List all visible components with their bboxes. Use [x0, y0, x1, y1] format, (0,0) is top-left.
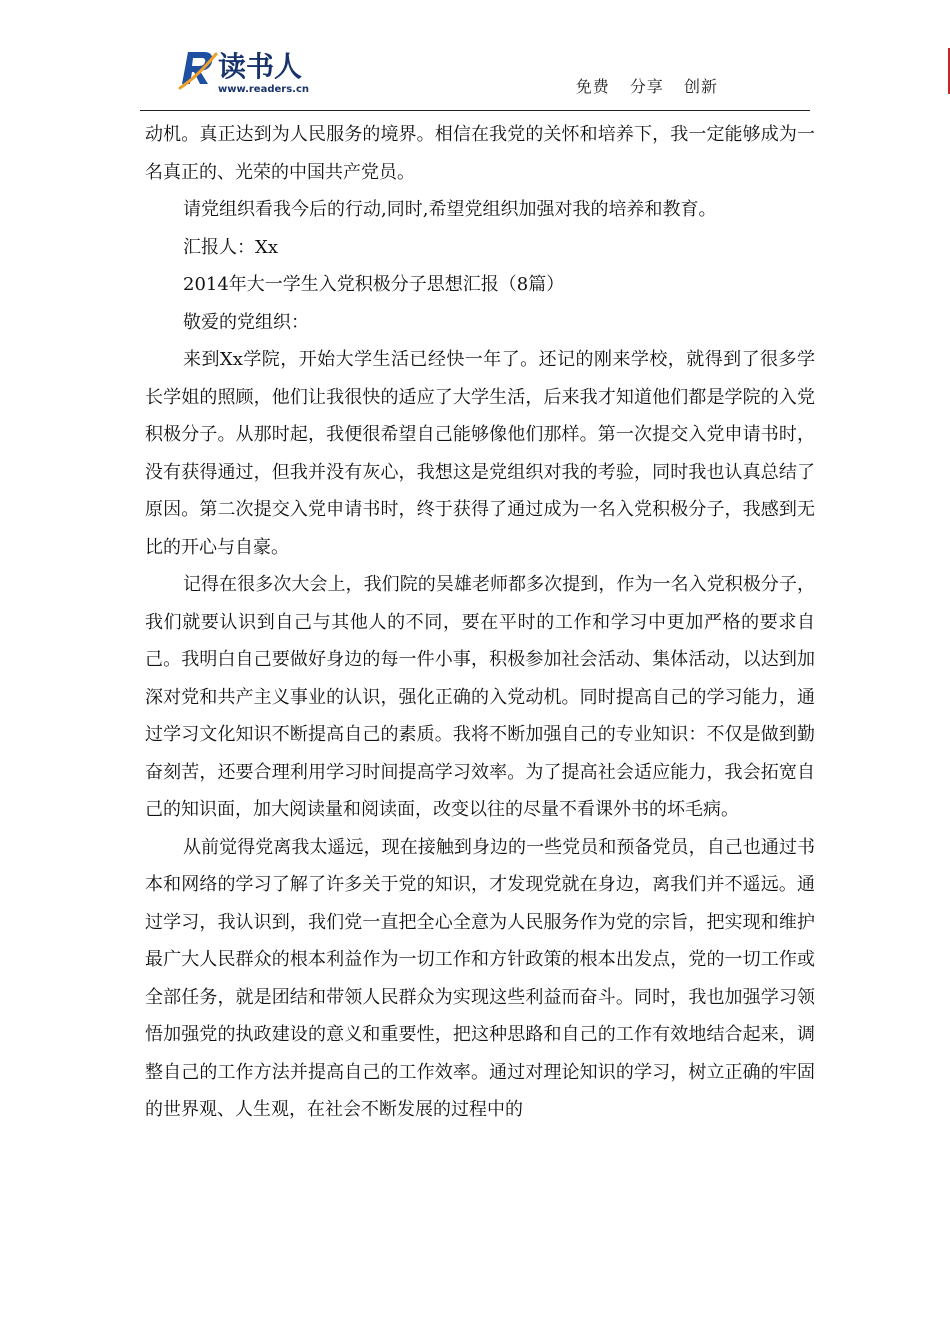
logo-mark-icon	[180, 52, 216, 88]
paragraph-6: 来到Xx学院，开始大学生活已经快一年了。还记的刚来学校，就得到了很多学长学姐的照顾，他们让我很快的适应了大学生活，后来我才知道他们都是学院的入党积极分子。从那时起，我便很希望自己能够像他们那样。第一次提交入党申请书时，没有获得通过，但我并没有灰心，我想这是党组织对我的考验，同时我也认真总结了原因。第二次提交入党申请书时，终于获得了通过成为一名入党积极分子，我感到无比的开心与自豪。	[145, 349, 815, 558]
readers-logo	[178, 44, 318, 96]
salutation: 敬爱的党组织：	[183, 311, 309, 333]
header-link-free[interactable]: 免费	[575, 77, 610, 96]
article-title: 2014年大一学生入党积极分子思想汇报（8篇）	[183, 274, 565, 295]
header-link-share[interactable]: 分享	[629, 77, 664, 96]
page-header	[140, 40, 810, 111]
logo-title: 读书人	[218, 50, 303, 83]
paragraph-8: 从前觉得党离我太遥远，现在接触到身边的一些党员和预备党员，自己也通过书本和网络的学习了解了许多关于党的知识，才发现党就在身边，离我们并不遥远。通过学习，我认识到，我们党一直把全心全意为人民服务作为党的宗旨，把实现和维护最广大人民群众的根本利益作为一切工作和方针政策的根本出发点，党的一切工作或全部任务，就是团结和带领人民群众为实现这些利益而奋斗。同时，我也加强学习领悟加强党的执政建设的意义和重要性，把这种思路和自己的工作有效地结合起来，调整自己的工作方法并提高自己的工作效率。通过对理论知识的学习，树立正确的牢固的世界观、人生观，在社会不断发展的过程中的	[145, 836, 815, 1120]
document-body	[145, 116, 815, 1129]
reporter-line: 汇报人：Xx	[183, 236, 278, 258]
logo-url: www.readers.cn	[218, 84, 310, 95]
paragraph-2: 请党组织看我今后的行动,同时,希望党组织加强对我的培养和教育。	[183, 199, 717, 220]
paragraph-1: 动机。真正达到为人民服务的境界。相信在我党的关怀和培养下，我一定能够成为一名真正的、光荣的中国共产党员。	[145, 124, 815, 183]
header-link-innovate[interactable]: 创新	[683, 77, 718, 96]
header-links	[562, 74, 718, 97]
paragraph-7: 记得在很多次大会上，我们院的吴雄老师都多次提到，作为一名入党积极分子，我们就要认识到自己与其他人的不同，要在平时的工作和学习中更加严格的要求自己。我明白自己要做好身边的每一件小事，积极参加社会活动、集体活动，以达到加深对党和共产主义事业的认识，强化正确的入党动机。同时提高自己的学习能力，通过学习文化知识不断提高自己的素质。我将不断加强自己的专业知识：不仅是做到勤奋刻苦，还要合理利用学习时间提高学习效率。为了提高社会适应能力，我会拓宽自己的知识面，加大阅读量和阅读面，改变以往的尽量不看课外书的坏毛病。	[145, 574, 815, 820]
